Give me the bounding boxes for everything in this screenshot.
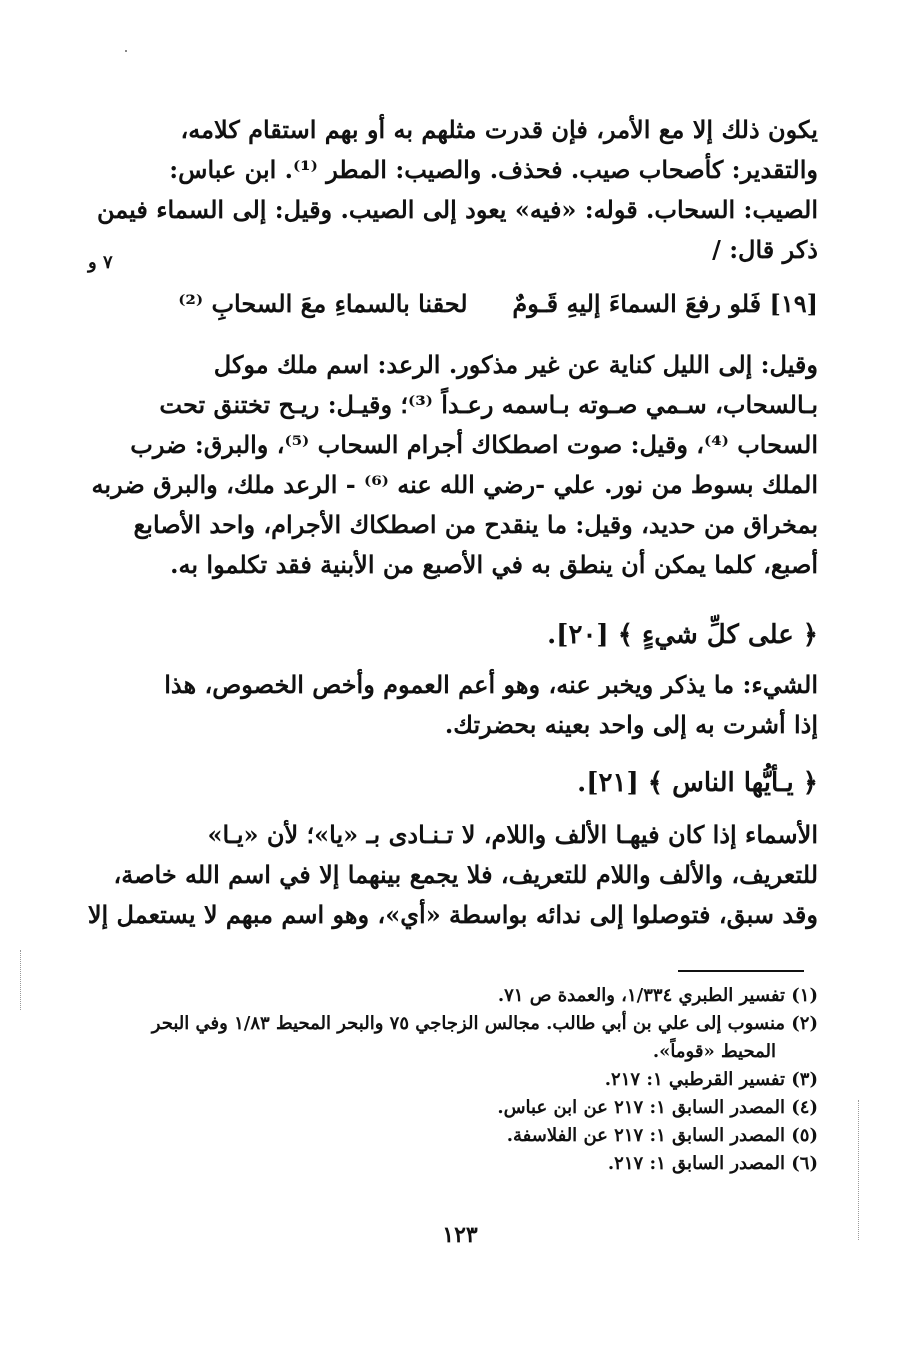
paragraph-line: الشيء: ما يذكر ويخبر عنه، وهو أعم العموم وأخص الخصوص، هذا <box>164 670 818 699</box>
footnote-6: (٦) المصدر السابق ١: ٢١٧. <box>607 1153 818 1174</box>
paragraph-3 <box>128 665 818 745</box>
footnote-1: (١) تفسير الطبري ١/٣٣٤، والعمدة ص ٧١. <box>497 985 818 1006</box>
footnote-2-continuation: المحيط «قوماً». <box>652 1041 776 1062</box>
paragraph-line: بـالسحاب، سـمي صـوته بـاسمه رعـداً ⁽³⁾؛ وقيـل: ريـح تختنق تحت <box>159 390 818 419</box>
footnote-separator <box>678 970 804 972</box>
poetry-verse <box>128 286 818 322</box>
manuscript-folio-note: ٧ و <box>88 252 113 273</box>
paragraph-line: الصيب: السحاب. قوله: «فيه» يعود إلى الصيب. وقيل: إلى السماء فيمن <box>97 195 818 224</box>
footnote-3: (٣) تفسير القرطبي ١: ٢١٧. <box>604 1069 818 1090</box>
verse-number: [١٩] <box>769 289 818 318</box>
scan-speck <box>125 50 127 52</box>
paragraph-line: بمخراق من حديد، وقيل: ما ينقدح من اصطكاك الأجرام، واحد الأصابع <box>133 510 818 539</box>
paragraph-line: وقد سبق، فتوصلوا إلى ندائه بواسطة «أي»، وهو اسم مبهم لا يستعمل إلا <box>87 900 818 929</box>
quran-heading-1: ﴿ على كلِّ شيءٍ ﴾ [٢٠]. <box>547 620 818 650</box>
paragraph-line: إذا أشرت به إلى واحد بعينه بحضرتك. <box>444 710 818 739</box>
footnote-4: (٤) المصدر السابق ١: ٢١٧ عن ابن عباس. <box>497 1097 818 1118</box>
paragraph-line: وقيل: إلى الليل كناية عن غير مذكور. الرعد: اسم ملك موكل <box>213 350 818 379</box>
paragraph-line: ذكر قال: / <box>712 235 818 264</box>
footnote-2: (٢) منسوب إلى علي بن أبي طالب. مجالس الزجاجي ٧٥ والبحر المحيط ١/٨٣ وفي البحر <box>151 1013 818 1034</box>
paragraph-line: يكون ذلك إلا مع الأمر، فإن قدرت مثلهم به أو بهم استقام كلامه، <box>180 115 818 144</box>
paragraph-line: الأسماء إذا كان فيهـا الألف واللام، لا تـنـادى بـ «يا»؛ لأن «يـا» <box>207 820 818 849</box>
quran-heading-2: ﴿ يـأيُّها الناس ﴾ [٢١]. <box>577 768 818 798</box>
paragraph-line: للتعريف، والألف واللام للتعريف، فلا يجمع بينهما إلا في اسم الله خاصة، <box>113 860 818 889</box>
paragraph-4 <box>87 815 818 935</box>
paragraph-line: الملك بسوط من نور. علي -رضي الله عنه ⁽⁶⁾ - الرعد ملك، والبرق ضربه <box>91 470 818 499</box>
footnote-5: (٥) المصدر السابق ١: ٢١٧ عن الفلاسفة. <box>506 1125 818 1146</box>
footnotes <box>128 982 818 1178</box>
verse-second-hemistich: لحقنا بالسماءِ معَ السحابِ ⁽²⁾ <box>178 289 468 318</box>
verse-first-hemistich: فَلو رفعَ السماءَ إليهِ قَـومٌ <box>512 289 762 318</box>
paragraph-line: أصبع، كلما يمكن أن ينطق به في الأصبع من الأبنية فقد تكلموا به. <box>170 550 818 579</box>
paragraph-2 <box>91 345 818 585</box>
paragraph-line: والتقدير: كأصحاب صيب. فحذف. والصيب: المطر ⁽¹⁾. ابن عباس: <box>169 155 818 184</box>
scan-edge-dots <box>858 1100 863 1240</box>
scan-edge-dots <box>20 950 25 1010</box>
page-number: ١٢٣ <box>442 1222 478 1248</box>
paragraph-line: السحاب ⁽⁴⁾، وقيل: صوت اصطكاك أجرام السحاب ⁽⁵⁾، والبرق: ضرب <box>130 430 818 459</box>
